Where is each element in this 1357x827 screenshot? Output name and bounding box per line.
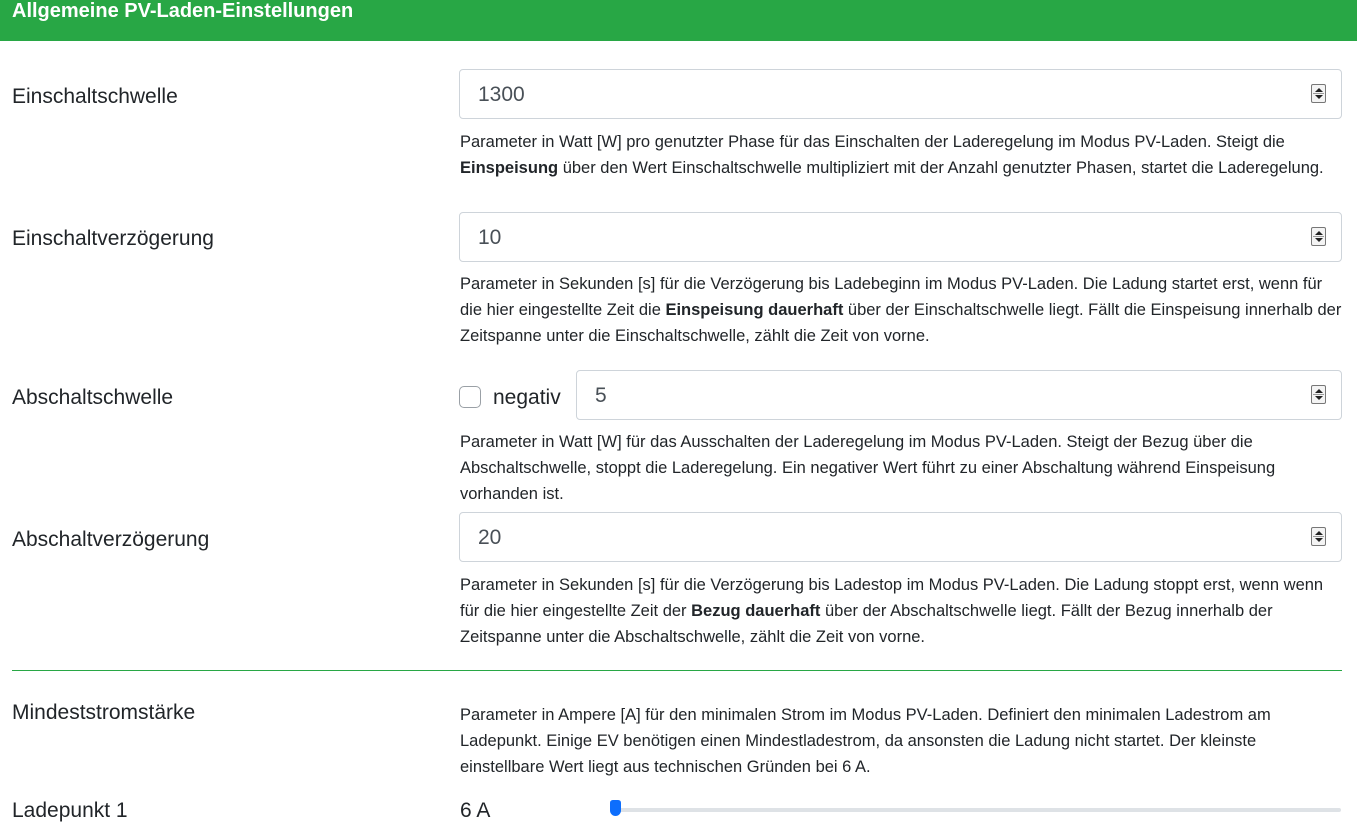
spin-down-icon[interactable] — [1315, 538, 1323, 542]
help-text: Parameter in Watt [W] pro genutzter Phase für das Einschalten der Laderegelung im Modus PV-Laden. Steigt die — [460, 133, 1285, 151]
einschaltschwelle-help — [460, 129, 1342, 181]
einschaltverzoegerung-value: 10 — [478, 226, 502, 249]
help-emphasis: Bezug dauerhaft — [691, 602, 821, 620]
abschaltverzoegerung-input[interactable] — [459, 512, 1342, 562]
spin-down-icon[interactable] — [1315, 238, 1323, 242]
abschaltverzoegerung-help — [460, 572, 1342, 650]
ladepunkt-1-label: Ladepunkt 1 — [12, 799, 128, 822]
spin-up-icon[interactable] — [1315, 231, 1323, 235]
ladepunkt-1-slider-thumb[interactable] — [610, 800, 621, 816]
abschaltverzoegerung-spinner[interactable] — [1311, 527, 1326, 546]
ladepunkt-1-value: 6 A — [460, 799, 491, 822]
spin-up-icon[interactable] — [1315, 88, 1323, 92]
spin-down-icon[interactable] — [1315, 95, 1323, 99]
einschaltschwelle-spinner[interactable] — [1311, 84, 1326, 103]
help-text: über der Einschaltschwelle liegt. Fällt die Einspeisung innerhalb der Zeitspanne unter die Einschaltschwelle, zählt die Zeit von vorne. — [460, 301, 1342, 345]
spin-down-icon[interactable] — [1315, 396, 1323, 400]
ladepunkt-1-slider-track[interactable] — [615, 808, 1341, 812]
help-emphasis: Einspeisung — [460, 159, 559, 177]
abschaltverzoegerung-value: 20 — [478, 526, 502, 549]
help-emphasis: Einspeisung dauerhaft — [665, 301, 844, 319]
einschaltverzoegerung-input[interactable] — [459, 212, 1342, 262]
einschaltverzoegerung-help — [460, 271, 1342, 349]
mindeststrom-label: Mindeststromstärke — [12, 701, 196, 724]
negativ-checkbox[interactable] — [459, 386, 481, 408]
help-text: Parameter in Sekunden [s] für die Verzögerung bis Ladestop im Modus PV-Laden. Die Ladung stoppt erst, wenn wenn für die hier eingestellte Zeit der — [460, 576, 1324, 620]
negativ-checkbox-label[interactable]: negativ — [493, 386, 561, 409]
section-title: Allgemeine PV-Laden-Einstellungen — [12, 0, 354, 22]
help-text: über den Wert Einschaltschwelle multipliziert mit der Anzahl genutzter Phasen, startet die Laderegelung. — [558, 159, 1324, 177]
section-divider — [12, 670, 1342, 671]
spin-up-icon[interactable] — [1315, 531, 1323, 535]
abschaltschwelle-label: Abschaltschwelle — [12, 386, 174, 409]
spin-up-icon[interactable] — [1315, 389, 1323, 393]
einschaltverzoegerung-label: Einschaltverzögerung — [12, 227, 214, 250]
section-header — [0, 0, 1357, 41]
abschaltverzoegerung-label: Abschaltverzögerung — [12, 528, 210, 551]
abschaltschwelle-spinner[interactable] — [1311, 385, 1326, 404]
abschaltschwelle-value: 5 — [595, 384, 607, 407]
help-text: über der Abschaltschwelle liegt. Fällt der Bezug innerhalb der Zeitspanne unter die Abschaltschwelle, zählt die Zeit von vorne. — [460, 602, 1273, 646]
einschaltschwelle-label: Einschaltschwelle — [12, 85, 178, 108]
abschaltschwelle-input[interactable] — [576, 370, 1342, 420]
help-text: Parameter in Sekunden [s] für die Verzögerung bis Ladebeginn im Modus PV-Laden. Die Ladung startet erst, wenn für die hier eingestellte Zeit die — [460, 275, 1323, 319]
abschaltschwelle-help: Parameter in Watt [W] für das Ausschalten der Laderegelung im Modus PV-Laden. Steigt der Bezug über die Abschaltschwelle, stoppt die Laderegelung. Ein negativer Wert führt zu einer Abschaltung während Einspeisung vorhanden ist. — [460, 433, 1276, 503]
einschaltschwelle-input[interactable] — [459, 69, 1342, 119]
einschaltschwelle-value: 1300 — [478, 83, 525, 106]
mindeststrom-help: Parameter in Ampere [A] für den minimalen Strom im Modus PV-Laden. Definiert den minimalen Ladestrom am Ladepunkt. Einige EV benötigen einen Mindestladestrom, da ansonsten die Ladung nicht startet. Der kleinste einstellbare Wert liegt aus technischen Gründen bei 6 A. — [460, 706, 1271, 776]
einschaltverzoegerung-spinner[interactable] — [1311, 227, 1326, 246]
